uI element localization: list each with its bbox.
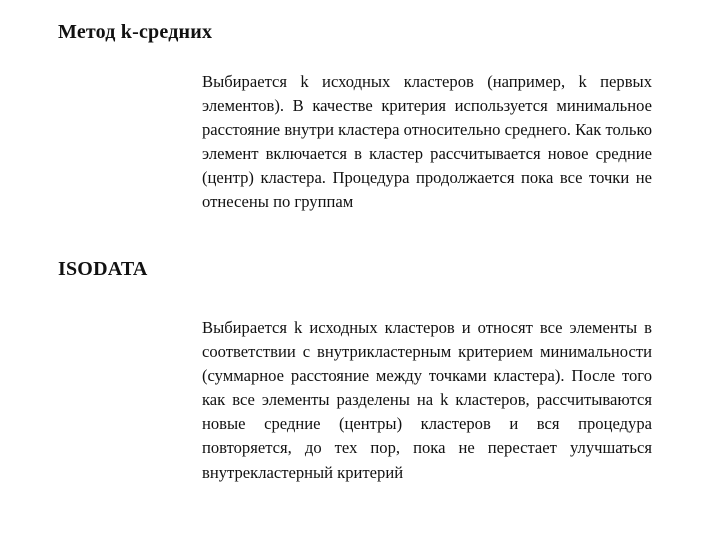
section-title-kmeans: Метод k-средних — [58, 21, 213, 43]
section-description-isodata: Выбирается k исходных кластеров и относят все элементы в соответствии с внутрикластерным критерием минимальности (суммарное расстояние между точками кластера). После того как все элементы разделены на k кластеров, рассчитываются новые средние (центры) кластеров и вся процедура повторяется, до тех пор, пока не перестает улучшаться внутрекластерный критерий — [202, 318, 652, 482]
section-title-isodata: ISODATA — [58, 258, 148, 280]
section-description-kmeans: Выбирается k исходных кластеров (например, k первых элементов). В качестве критерия используется минимальное расстояние внутри кластера относительно среднего. Как только элемент включается в кластер рассчитывается новое средние (центр) кластера. Процедура продолжается пока все точки не отнесены по группам — [202, 72, 652, 212]
